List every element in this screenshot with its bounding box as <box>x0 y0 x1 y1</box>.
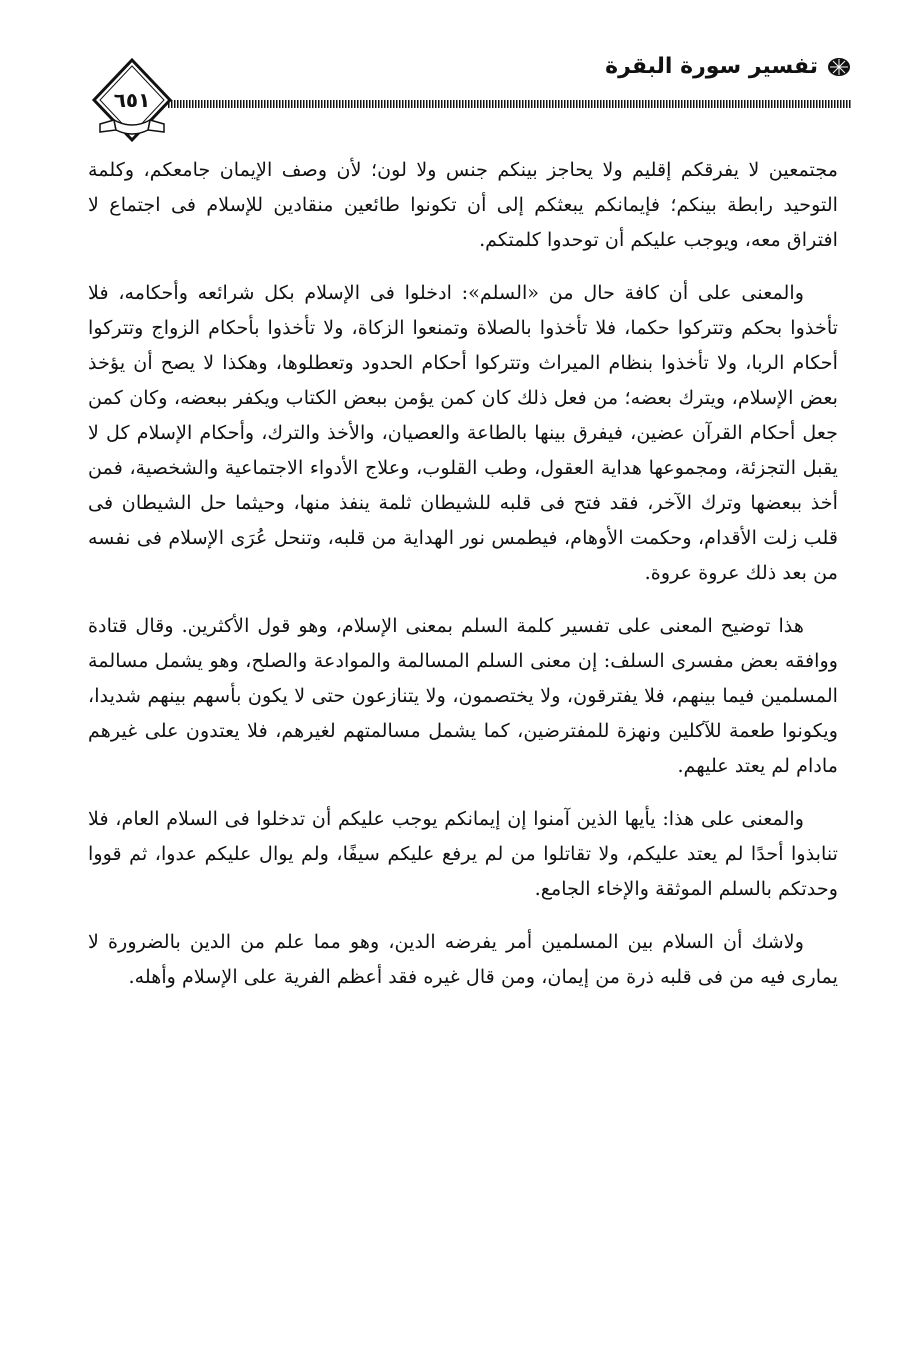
page-number: ٦٥١ <box>113 88 151 112</box>
page-header <box>60 48 860 148</box>
paragraph-2: والمعنى على أن كافة حال من «السلم»: ادخلوا فى الإسلام بكل شرائعه وأحكامه، فلا تأخذوا بحكم وتتركوا حكما، فلا تأخذوا بالصلاة وتمنعوا الزكاة، ولا تأخذوا بأحكام الزواج وتتركوا أحكام الربا، ولا تأخذوا بنظام الميراث وتتركوا أحكام الحدود وتعطلوها، وهكذا لا يصح أن يؤخذ بعض الإسلام، ويترك بعضه؛ من فعل ذلك كان كمن يؤمن ببعض الكتاب ويكفر ببعضه، وكان كمن جعل أحكام القرآن عضين، فيفرق بينها بالطاعة والعصيان، والأخذ والترك، وأحكام الإسلام كل لا يقبل التجزئة، ومجموعها هداية العقول، وطب القلوب، وعلاج الأدواء الاجتماعية والشخصية، فمن أخذ ببعضها وترك الآخر، فقد فتح فى قلبه للشيطان ثلمة ينفذ منها، وحيثما حل الشيطان فى قلب زلت الأقدام، وحكمت الأوهام، فيطمس نور الهداية من قلبه، وتنحل عُرَى الإسلام فى نفسه من بعد ذلك عروة عروة. <box>88 281 838 584</box>
flower-ornament-icon <box>826 56 852 78</box>
running-head <box>605 54 852 79</box>
paragraph-3: هذا توضيح المعنى على تفسير كلمة السلم بمعنى الإسلام، وهو قول الأكثرين. وقال قتادة ووافقه بعض مفسرى السلف: إن معنى السلم المسالمة والموادعة والصلح، وهو يشمل مسالمة المسلمين فيما بينهم، فلا يفترقون، ولا يختصمون، ولا يتنازعون حتى لا يكون بأسهم بينهم شديدا، ويكونوا طعمة للآكلين ونهزة للمفترضين، كما يشمل مسالمتهم لغيرهم، فلا يعتدون على غيرهم مادام لم يعتد عليهم. <box>88 614 838 777</box>
page-number-badge <box>90 58 174 144</box>
paragraph-4: والمعنى على هذا: يأيها الذين آمنوا إن إيمانكم يوجب عليكم أن تدخلوا فى السلام العام، فلا تنابذوا أحدًا لم يعتد عليكم، ولا تقاتلوا من لم يرفع عليكم سيفًا، ولم يوال عليكم عدوا، ثم قووا وحدتكم بالسلم الموثقة والإخاء الجامع. <box>88 807 838 900</box>
paragraph-1: مجتمعين لا يفرقكم إقليم ولا يحاجز بينكم جنس ولا لون؛ لأن وصف الإيمان جامعكم، وكلمة التوحيد رابطة بينكم؛ فإيمانكم يبعثكم إلى أن تكونوا طائعين منقادين للإسلام فى اجتماع لا افتراق معه، ويوجب عليكم أن توحدوا كلمتكم. <box>88 158 838 251</box>
header-rule <box>168 100 852 108</box>
running-head-title: تفسير سورة البقرة <box>605 54 818 79</box>
body-text <box>88 152 838 1012</box>
paragraph-5: ولاشك أن السلام بين المسلمين أمر يفرضه الدين، وهو مما علم من الدين بالضرورة لا يمارى فيه من فى قلبه ذرة من إيمان، ومن قال غيره فقد أعظم الفرية على الإسلام وأهله. <box>88 930 838 988</box>
